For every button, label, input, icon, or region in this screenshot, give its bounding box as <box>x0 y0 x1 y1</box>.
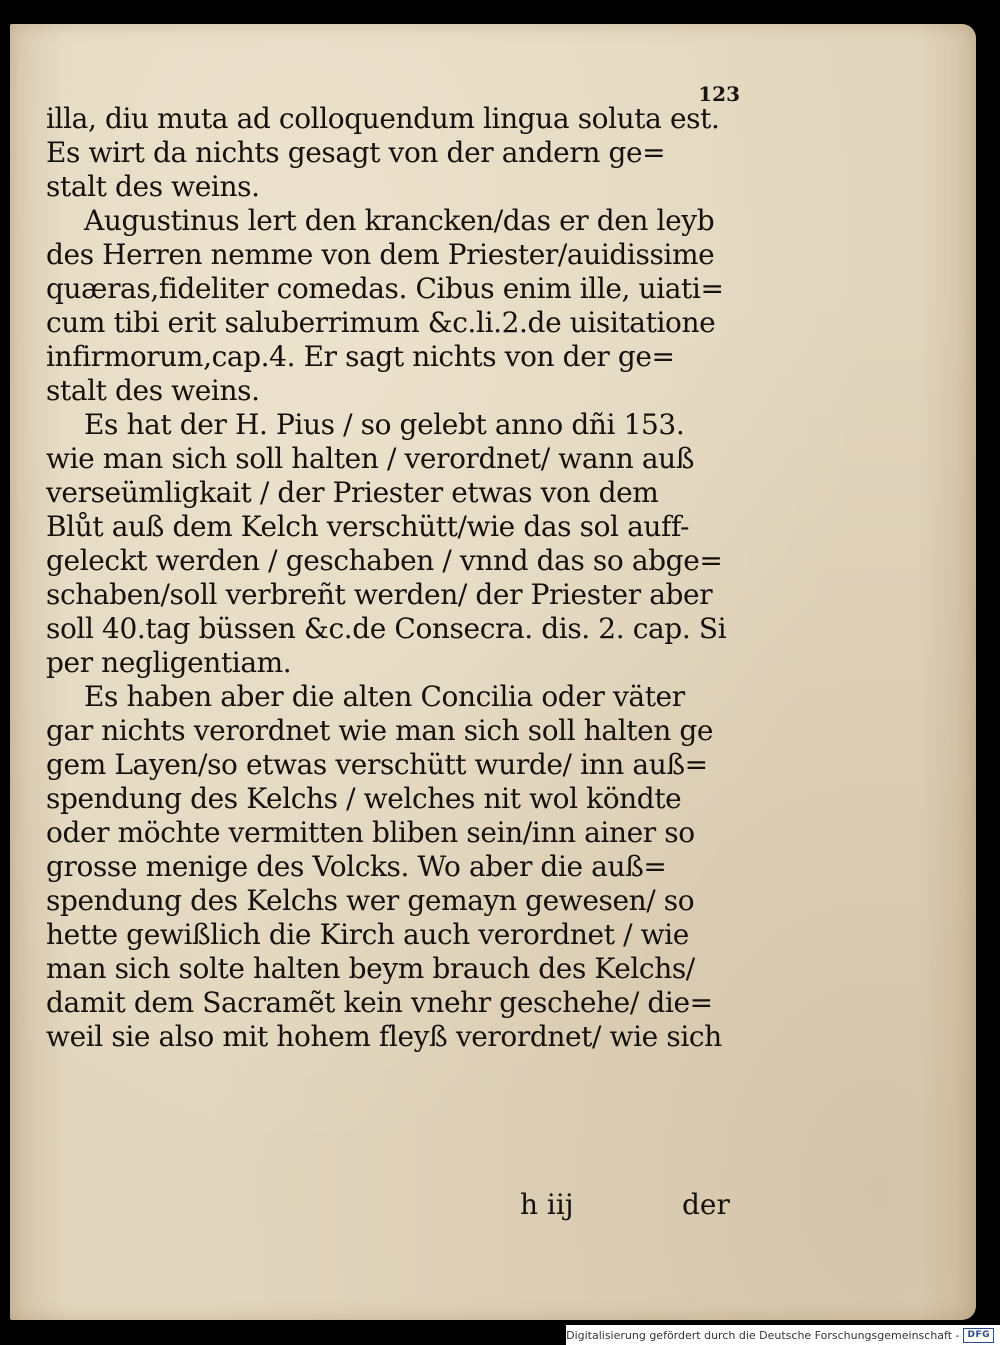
text-line: Augustinus lert den krancken/das er den leyb <box>84 204 715 237</box>
text-line: quæras,fideliter comedas. Cibus enim ille, uiati= <box>46 272 724 305</box>
text-line: gem Layen/so etwas verschütt wurde/ inn auß= <box>46 748 708 781</box>
signature-mark: h iij <box>520 1188 574 1221</box>
text-line: spendung des Kelchs / welches nit wol köndte <box>46 782 682 815</box>
body-text <box>46 102 766 1054</box>
text-line: weil sie also mit hohem fleyß verordnet/ wie sich <box>46 1020 722 1053</box>
text-line: Es hat der H. Pius / so gelebt anno dñi 153. <box>84 408 685 441</box>
book-page <box>10 24 976 1320</box>
text-line: des Herren nemme von dem Priester/auidissime <box>46 238 715 271</box>
catchword: der <box>682 1188 730 1221</box>
text-line: Es wirt da nichts gesagt von der andern ge= <box>46 136 666 169</box>
text-line: illa, diu muta ad colloquendum lingua soluta est. <box>46 102 720 135</box>
text-line: oder möchte vermitten bliben sein/inn ainer so <box>46 816 695 849</box>
text-line: infirmorum,cap.4. Er sagt nichts von der ge= <box>46 340 675 373</box>
text-line: spendung des Kelchs wer gemayn gewesen/ so <box>46 884 695 917</box>
text-line: damit dem Sacramẽt kein vnehr geschehe/ die= <box>46 986 713 1019</box>
text-line: Blůt auß dem Kelch verschütt/wie das sol auff- <box>46 510 690 543</box>
page-number: 123 <box>698 82 740 106</box>
text-line: verseümligkait / der Priester etwas von dem <box>46 476 659 509</box>
text-line: Es haben aber die alten Concilia oder väter <box>84 680 685 713</box>
text-line: stalt des weins. <box>46 374 260 407</box>
text-line: per negligentiam. <box>46 646 292 679</box>
text-line: wie man sich soll halten / verordnet/ wann auß <box>46 442 695 475</box>
text-line: soll 40.tag büssen &c.de Consecra. dis. 2. cap. Si <box>46 612 727 645</box>
text-line: grosse menige des Volcks. Wo aber die auß= <box>46 850 667 883</box>
text-line: hette gewißlich die Kirch auch verordnet / wie <box>46 918 689 951</box>
dfg-logo: DFG <box>963 1328 994 1343</box>
text-line: schaben/soll verbreñt werden/ der Priester aber <box>46 578 713 611</box>
funding-credit: Digitalisierung gefördert durch die Deutsche Forschungsgemeinschaft - <box>566 1328 960 1342</box>
text-line: cum tibi erit saluberrimum &c.li.2.de uisitatione <box>46 306 716 339</box>
text-line: gar nichts verordnet wie man sich soll halten ge <box>46 714 714 747</box>
text-line: stalt des weins. <box>46 170 260 203</box>
text-line: geleckt werden / geschaben / vnnd das so abge= <box>46 544 723 577</box>
text-line: man sich solte halten beym brauch des Kelchs/ <box>46 952 695 985</box>
funding-footer <box>566 1325 1000 1345</box>
